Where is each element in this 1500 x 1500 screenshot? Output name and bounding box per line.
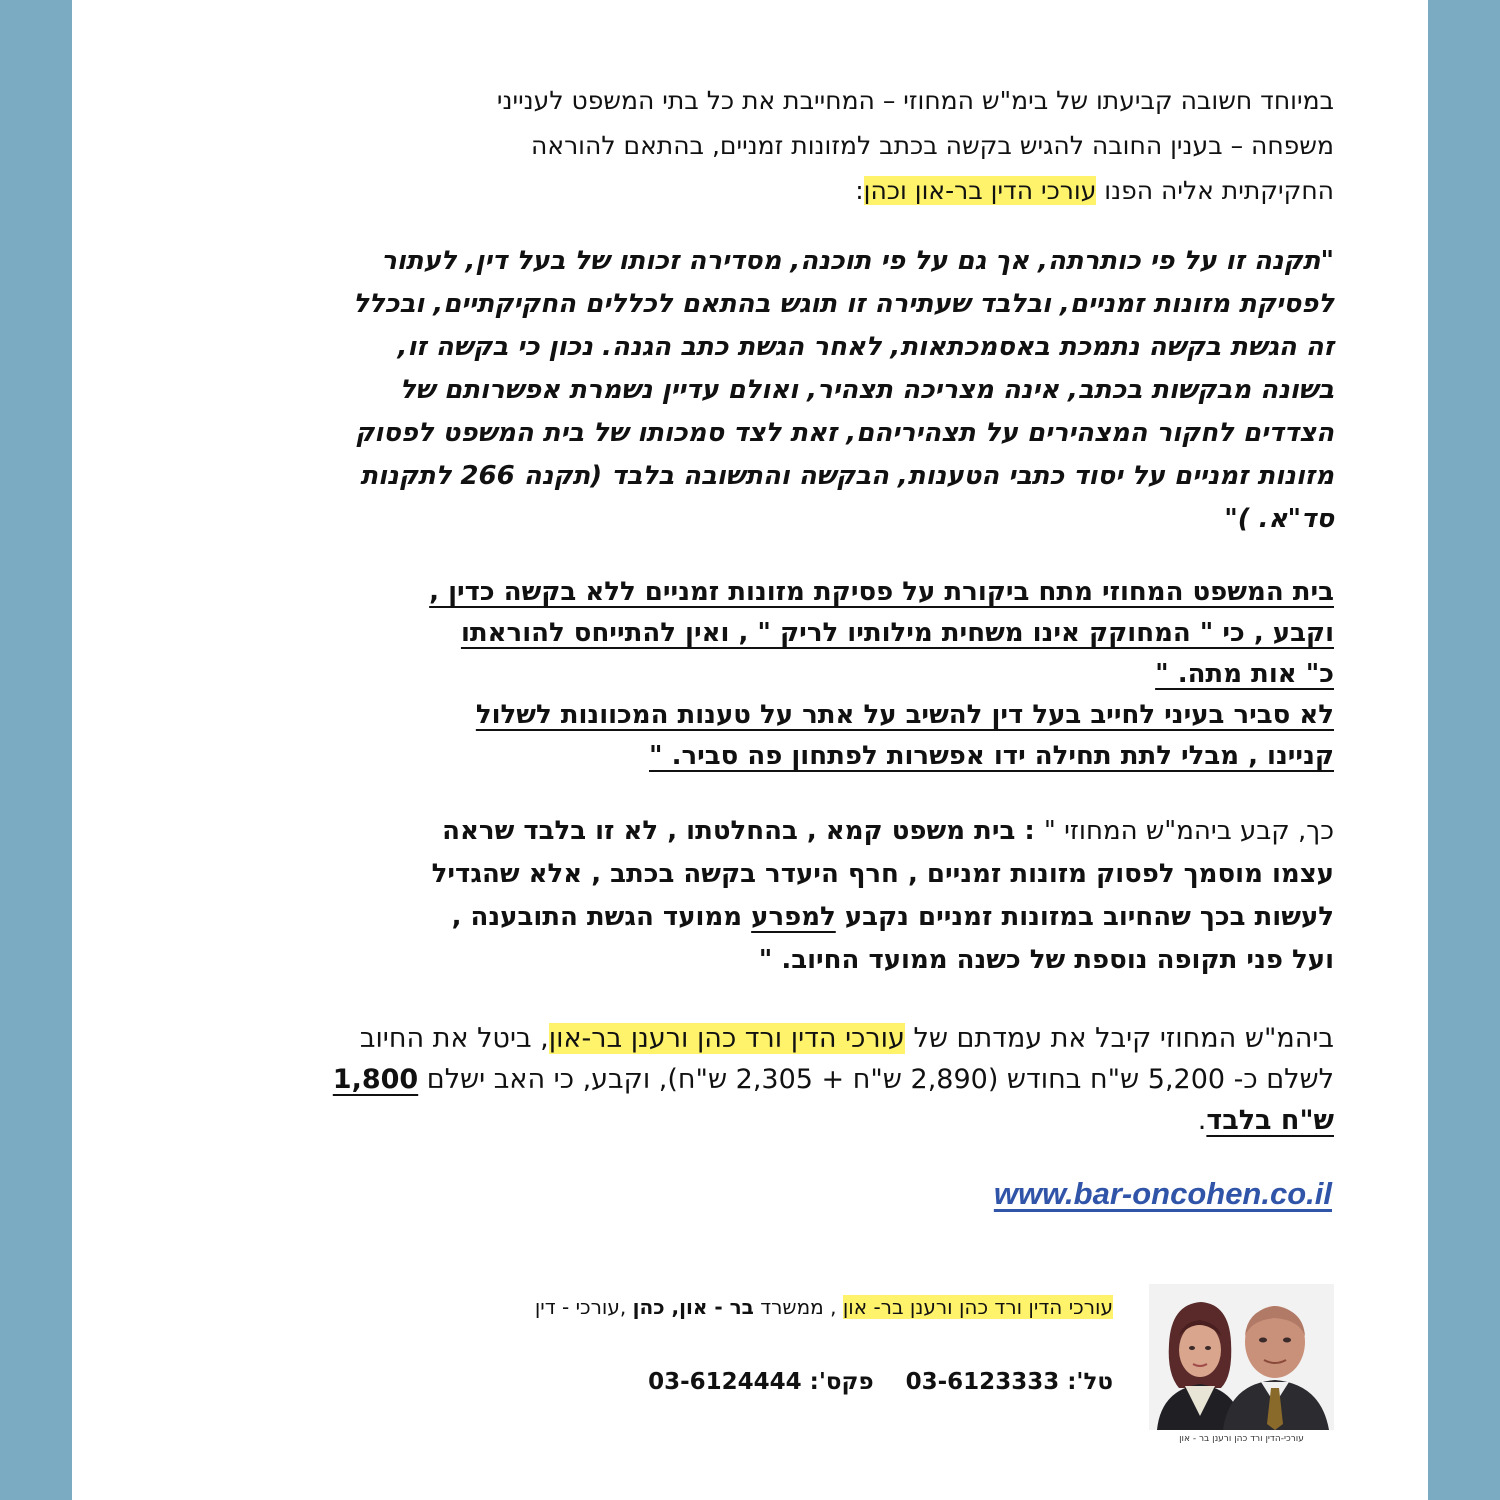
- website-link[interactable]: www.bar-oncohen.co.il: [993, 1176, 1332, 1211]
- intro-line: [222, 168, 1334, 213]
- quote-line: סד"א. )": [1224, 504, 1334, 534]
- result-text: לשלם כ- 5,200 ש"ח בחודש (2,890 ש"ח + 2,305 ש"ח), וקבע, כי האב ישלם: [418, 1064, 1334, 1095]
- intro-text: החקיקתית אליה הפנו: [1096, 176, 1334, 205]
- court-line: לא סביר בעיני לחייב בעל דין להשיב על אתר על טענות המכוונות לשלול: [475, 700, 1334, 730]
- office-text: , ממשרד: [753, 1295, 843, 1319]
- ruling-lead: כך, קבע ביהמ"ש המחוזי ": [1043, 816, 1334, 846]
- amount-value: 1,800: [332, 1064, 419, 1095]
- ruling-line: [132, 896, 1334, 939]
- quote-line: הצדדים לחקור המצהירים על תצהיריהם, זאת לצד סמכותו של בית המשפט לפסוק: [355, 418, 1334, 448]
- ruling-quote-paragraph: [132, 810, 1334, 982]
- result-line: [172, 1018, 1334, 1059]
- highlighted-lawyers: עורכי הדין ורד כהן ורענן בר-און: [548, 1023, 905, 1054]
- ruling-line: עצמו מוסמך לפסוק מזונות זמניים , חרף היעדר בקשה בכתב , אלא שהגדיל: [431, 859, 1334, 889]
- ruling-text: : בית משפט קמא , בהחלטתו , לא זו בלבד שראה: [442, 816, 1044, 846]
- ruling-line: ועל פני תקופה נוספת של כשנה ממועד החיוב. ": [758, 945, 1334, 975]
- ruling-text: לעשות בכך שהחיוב במזונות זמניים נקבע: [835, 902, 1334, 932]
- court-line: קניינו , מבלי לתת תחילה ידו אפשרות לפתחון פה סביר. ": [649, 741, 1334, 771]
- contact-line: [372, 1366, 1113, 1398]
- tel-label: טל':: [1067, 1369, 1113, 1395]
- result-text: , ביטל את החיוב: [359, 1023, 549, 1054]
- ruling-line: [132, 810, 1334, 853]
- office-text-line: [272, 1292, 1113, 1322]
- court-line: בית המשפט המחוזי מתח ביקורת על פסיקת מזונות זמניים ללא בקשה כדין ,: [429, 577, 1334, 607]
- intro-line: משפחה – בענין החובה להגיש בקשה בכתב למזונות זמניים, בהתאם להוראה: [531, 131, 1334, 160]
- quote-line: מזונות זמניים על יסוד כתבי הטענות, הבקשה והתשובה בלבד (תקנה 266 לתקנות: [360, 461, 1334, 491]
- office-line: [272, 1292, 1113, 1322]
- quote-line: זה הגשת בקשה נתמכת באסמכתאות, לאחר הגשת כתב הגנה. נכון כי בקשה זו,: [397, 332, 1334, 362]
- highlighted-lawyers: עורכי הדין בר-און וכהן: [863, 176, 1097, 205]
- office-text: ,עורכי - דין: [534, 1295, 633, 1319]
- lawyers-photo: [1149, 1284, 1334, 1430]
- tel-number: 03-6123333: [905, 1369, 1060, 1395]
- photo-caption: עורכי-הדין ורד כהן ורענן בר - און: [1179, 1434, 1304, 1444]
- court-line: כ" אות מתה. ": [1155, 659, 1334, 689]
- fax-label: פקס':: [809, 1369, 874, 1395]
- court-criticism-paragraph: [132, 572, 1334, 777]
- colon: :: [855, 176, 864, 205]
- result-text: ביהמ"ש המחוזי קיבל את עמדתם של: [904, 1023, 1334, 1054]
- quote-line: לפסיקת מזונות זמניים, ובלבד שעתירה זו תוגש בהתאם לכללים החקיקתיים, ובכלל: [353, 289, 1334, 319]
- fax-number: 03-6124444: [648, 1369, 802, 1395]
- result-line: [172, 1100, 1334, 1141]
- intro-line: במיוחד חשובה קביעתו של בימ"ש המחוזי – המחייבת את כל בתי המשפט לענייני: [496, 86, 1334, 115]
- lawyers-photo-graphic: [1149, 1284, 1334, 1430]
- amount-currency: ש"ח בלבד: [1206, 1105, 1334, 1136]
- retroactive-word: למפרע: [751, 902, 836, 932]
- result-line: [172, 1059, 1334, 1100]
- regulation-quote: [152, 240, 1334, 541]
- firm-name: בר - און, כהן: [632, 1295, 754, 1319]
- intro-paragraph: [222, 78, 1334, 213]
- court-line: וקבע , כי " המחוקק אינו משחית מילותיו לריק " , ואין להתייחס להוראתו: [460, 618, 1334, 648]
- highlighted-lawyers: עורכי הדין ורד כהן ורענן בר- און: [842, 1295, 1113, 1319]
- result-paragraph: [172, 1018, 1334, 1141]
- ruling-text: ממועד הגשת התובענה ,: [451, 902, 752, 932]
- document-page: [72, 0, 1428, 1500]
- quote-line: בשונה מבקשות בכתב, אינה מצריכה תצהיר, ואולם עדיין נשמרת אפשרותם של: [399, 375, 1334, 405]
- contact-text-line: [372, 1366, 1113, 1398]
- quote-line: "תקנה זו על פי כותרתה, אך גם על פי תוכנה, מסדירה זכותו של בעל דין, לעתור: [381, 246, 1334, 276]
- period: .: [1197, 1105, 1207, 1136]
